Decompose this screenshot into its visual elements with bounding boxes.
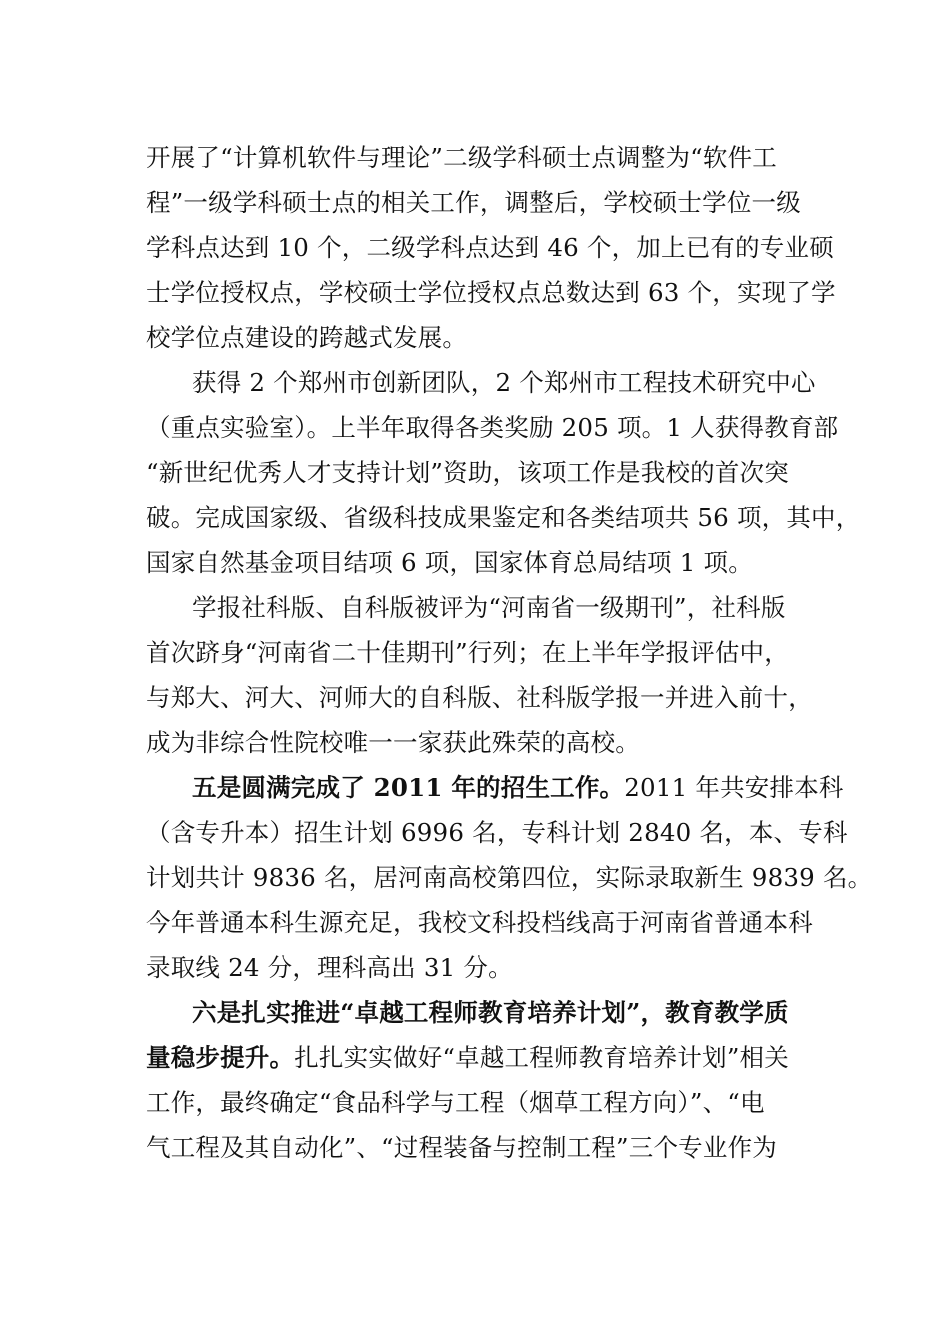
text-line: 国家自然基金项目结项 6 项，国家体育总局结项 1 项。 [146,548,753,577]
text-line: 破。完成国家级、省级科技成果鉴定和各类结项共 56 项，其中， [146,503,861,532]
section-heading-continued: 量稳步提升。 [146,1043,295,1072]
text-line: （重点实验室）。上半年取得各类奖励 205 项。1 人获得教育部 [146,413,839,442]
paragraph-start [192,772,844,804]
text-line: 士学位授权点，学校硕士学位授权点总数达到 63 个，实现了学 [146,278,836,307]
paragraph-start: 学报社科版、自科版被评为“河南省一级期刊”，社科版 [192,593,786,622]
text-line: 工作，最终确定“食品科学与工程（烟草工程方向）”、“电 [146,1088,765,1117]
text-line: 校学位点建设的跨越式发展。 [146,323,468,352]
text-line: “新世纪优秀人才支持计划”资助，该项工作是我校的首次突 [146,458,789,487]
text-line: 今年普通本科生源充足，我校文科投档线高于河南省普通本科 [146,908,813,937]
paragraph-start: 获得 2 个郑州市创新团队，2 个郑州市工程技术研究中心 [192,368,816,397]
text-line [146,1042,789,1074]
section-heading: 六是扎实推进“卓越工程师教育培养计划”，教育教学质 [192,998,789,1027]
text-line: 录取线 24 分，理科高出 31 分。 [146,953,513,982]
text-line: 学科点达到 10 个，二级学科点达到 46 个，加上已有的专业硕 [146,233,834,262]
text-line: 与郑大、河大、河师大的自科版、社科版学报一并进入前十， [146,683,813,712]
text-line: 气工程及其自动化”、“过程装备与控制工程”三个专业作为 [146,1133,777,1162]
section-heading: 五是圆满完成了 2011 年的招生工作。 [192,773,625,802]
text-line: 首次跻身“河南省二十佳期刊”行列；在上半年学报评估中， [146,638,789,667]
text-line: 计划共计 9836 名，居河南高校第四位，实际录取新生 9839 名。 [146,863,873,892]
text-line: 开展了“计算机软件与理论”二级学科硕士点调整为“软件工 [146,143,777,172]
text-line: （含专升本）招生计划 6996 名，专科计划 2840 名，本、专科 [146,818,848,847]
text-run: 扎扎实实做好“卓越工程师教育培养计划”相关 [294,1043,789,1072]
text-line: 成为非综合性院校唯一一家获此殊荣的高校。 [146,728,640,757]
text-line: 程”一级学科硕士点的相关工作，调整后，学校硕士学位一级 [146,188,801,217]
text-run: 2011 年共安排本科 [624,773,844,802]
